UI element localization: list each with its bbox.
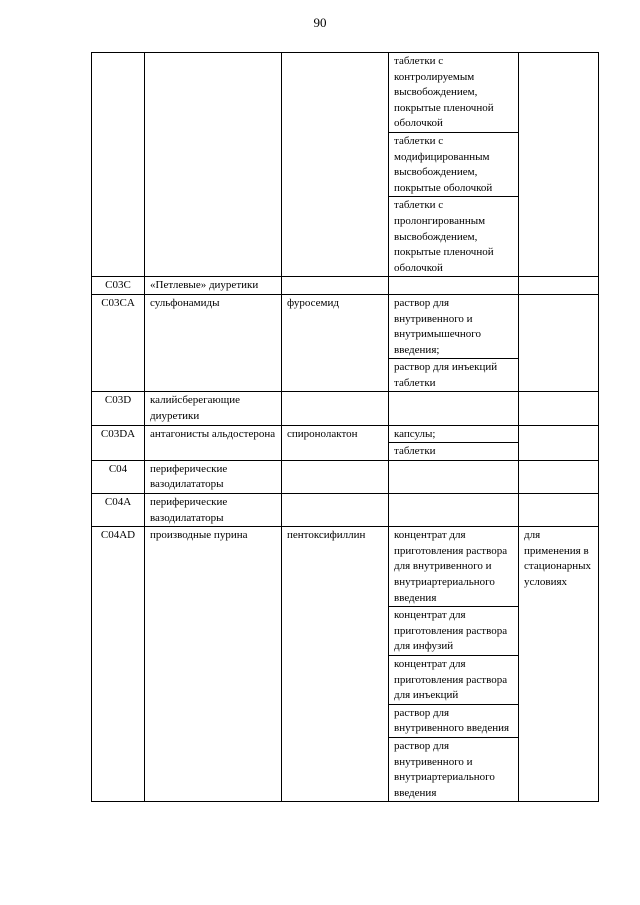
note-cell (519, 392, 599, 425)
atc-code-cell: C04AD (92, 527, 145, 802)
atc-code-cell: C03D (92, 392, 145, 425)
drug-table (91, 52, 599, 802)
dosage-form: таблетки (389, 442, 518, 460)
table-row (92, 294, 599, 392)
dosage-form: концентрат для приготовления раствора для инфузий (389, 606, 518, 655)
note-cell: для применения в стационарных условиях (519, 527, 599, 802)
dosage-forms-cell (389, 460, 519, 493)
dosage-forms-cell (389, 53, 519, 277)
dosage-form: концентрат для приготовления раствора для инъекций (389, 655, 518, 704)
table-row (92, 392, 599, 425)
drug-cell (282, 494, 389, 527)
drug-cell: фуросемид (282, 294, 389, 392)
drug-cell (282, 392, 389, 425)
note-cell (519, 294, 599, 392)
atc-code-cell (92, 53, 145, 277)
atc-code-cell: C04A (92, 494, 145, 527)
group-cell: сульфонамиды (145, 294, 282, 392)
table-row (92, 425, 599, 460)
note-cell (519, 460, 599, 493)
group-cell: периферические вазодилататоры (145, 460, 282, 493)
atc-code-cell: C03DA (92, 425, 145, 460)
dosage-form: раствор для внутривенного введения (389, 704, 518, 737)
dosage-form: раствор для внутривенного и внутримышечного введения; (394, 296, 481, 356)
group-cell (145, 53, 282, 277)
drug-cell: пентоксифиллин (282, 527, 389, 802)
page-number: 90 (313, 15, 327, 30)
group-cell: калийсберегающие диуретики (145, 392, 282, 425)
group-cell: периферические вазодилататоры (145, 494, 282, 527)
dosage-forms-cell (389, 527, 519, 802)
dosage-form: таблетки с модифицированным высвобождением, покрытые оболочкой (389, 132, 518, 196)
note-cell (519, 425, 599, 460)
drug-cell (282, 460, 389, 493)
table-row (92, 277, 599, 295)
dosage-form: капсулы; (394, 427, 436, 440)
group-cell: «Петлевые» диуретики (145, 277, 282, 295)
dosage-forms-cell (389, 392, 519, 425)
atc-code-cell: C03CA (92, 294, 145, 392)
dosage-form: таблетки с контролируемым высвобождением, покрытые пленочной оболочкой (394, 55, 494, 130)
dosage-forms-cell (389, 425, 519, 460)
table-row (92, 494, 599, 527)
note-cell (519, 53, 599, 277)
dosage-forms-cell (389, 494, 519, 527)
atc-code-cell: C04 (92, 460, 145, 493)
drug-cell (282, 53, 389, 277)
atc-code-cell: C03C (92, 277, 145, 295)
dosage-forms-cell (389, 294, 519, 392)
group-cell: производные пурина (145, 527, 282, 802)
drug-cell (282, 277, 389, 295)
dosage-form: раствор для внутривенного и внутриартериального введения (389, 737, 518, 801)
dosage-form: таблетки с пролонгированным высвобождением, покрытые пленочной оболочкой (389, 196, 518, 276)
dosage-forms-cell (389, 277, 519, 295)
group-cell: антагонисты альдостерона (145, 425, 282, 460)
table-row (92, 460, 599, 493)
note-cell (519, 277, 599, 295)
dosage-form: концентрат для приготовления раствора для внутривенного и внутриартериального введения (394, 529, 508, 604)
note-cell (519, 494, 599, 527)
dosage-form: раствор для инъекций таблетки (389, 358, 518, 391)
table-row (92, 53, 599, 277)
table-row (92, 527, 599, 802)
drug-cell: спиронолактон (282, 425, 389, 460)
